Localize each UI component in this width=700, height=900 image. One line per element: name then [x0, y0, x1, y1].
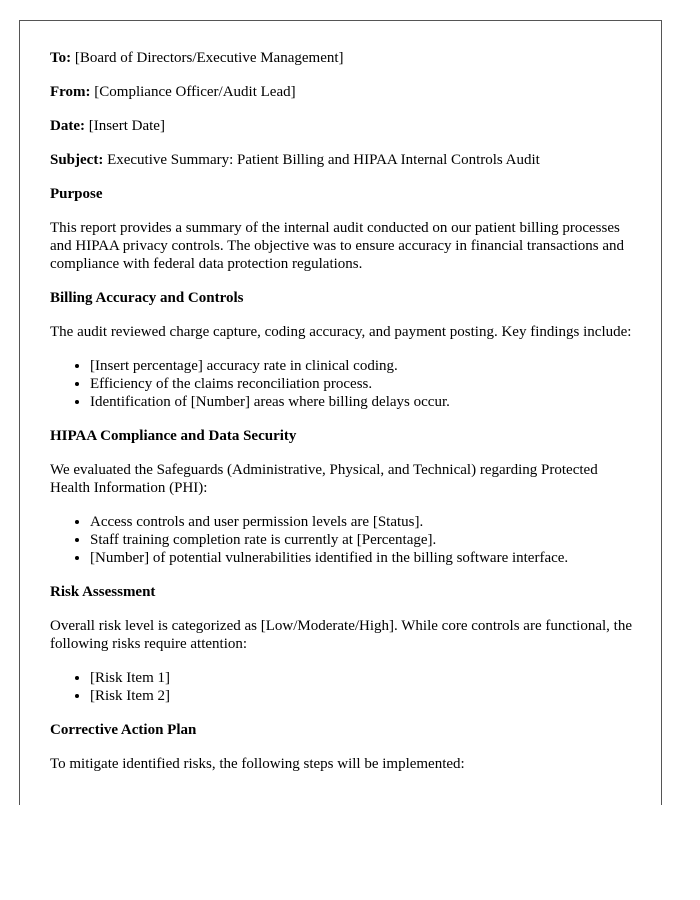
list-item: • Staff training completion rate is currently at [Percentage]. — [90, 531, 640, 549]
memo-to-label: To: — [50, 50, 72, 66]
memo-to-line — [50, 49, 640, 67]
list-item: • [Risk Item 1] — [90, 669, 640, 687]
section-heading-risk: Risk Assessment — [50, 584, 156, 600]
document-page — [19, 20, 662, 805]
memo-to-value: [Board of Directors/Executive Management] — [74, 50, 344, 66]
section-paragraph-hipaa: We evaluated the Safeguards (Administrative, Physical, and Technical) regarding Protected Health Information (PHI): — [50, 462, 598, 496]
hipaa-findings-list — [50, 513, 640, 567]
billing-findings-list — [50, 357, 640, 411]
risk-items-list — [50, 669, 640, 705]
section-heading-hipaa: HIPAA Compliance and Data Security — [50, 428, 297, 444]
section-paragraph-corrective-action: To mitigate identified risks, the following steps will be implemented: — [50, 756, 465, 772]
list-item: • Identification of [Number] areas where billing delays occur. — [90, 393, 640, 411]
section-paragraph-purpose: This report provides a summary of the internal audit conducted on our patient billing processes and HIPAA privacy controls. The objective was to ensure accuracy in financial transactions and compliance with federal data protection regulations. — [50, 220, 624, 272]
list-item: • [Risk Item 2] — [90, 687, 640, 705]
section-paragraph-billing: The audit reviewed charge capture, coding accuracy, and payment posting. Key findings include: — [50, 324, 632, 340]
memo-from-line — [50, 83, 640, 101]
list-item: • [Number] of potential vulnerabilities identified in the billing software interface. — [90, 549, 640, 567]
list-item: • Efficiency of the claims reconciliation process. — [90, 375, 640, 393]
memo-from-label: From: — [50, 84, 91, 100]
list-item: • Access controls and user permission levels are [Status]. — [90, 513, 640, 531]
section-heading-purpose: Purpose — [50, 186, 103, 202]
memo-subject-label: Subject: — [50, 152, 104, 168]
section-heading-corrective-action: Corrective Action Plan — [50, 722, 197, 738]
memo-subject-line — [50, 151, 640, 169]
memo-date-line — [50, 117, 640, 135]
memo-from-value: [Compliance Officer/Audit Lead] — [94, 84, 296, 100]
section-paragraph-risk: Overall risk level is categorized as [Low/Moderate/High]. While core controls are functional, the following risks require attention: — [50, 618, 633, 652]
memo-date-value: [Insert Date] — [88, 118, 165, 134]
memo-content — [50, 49, 640, 789]
memo-subject-value: Executive Summary: Patient Billing and HIPAA Internal Controls Audit — [107, 152, 540, 168]
list-item: • [Insert percentage] accuracy rate in clinical coding. — [90, 357, 640, 375]
memo-date-label: Date: — [50, 118, 85, 134]
section-heading-billing: Billing Accuracy and Controls — [50, 290, 244, 306]
